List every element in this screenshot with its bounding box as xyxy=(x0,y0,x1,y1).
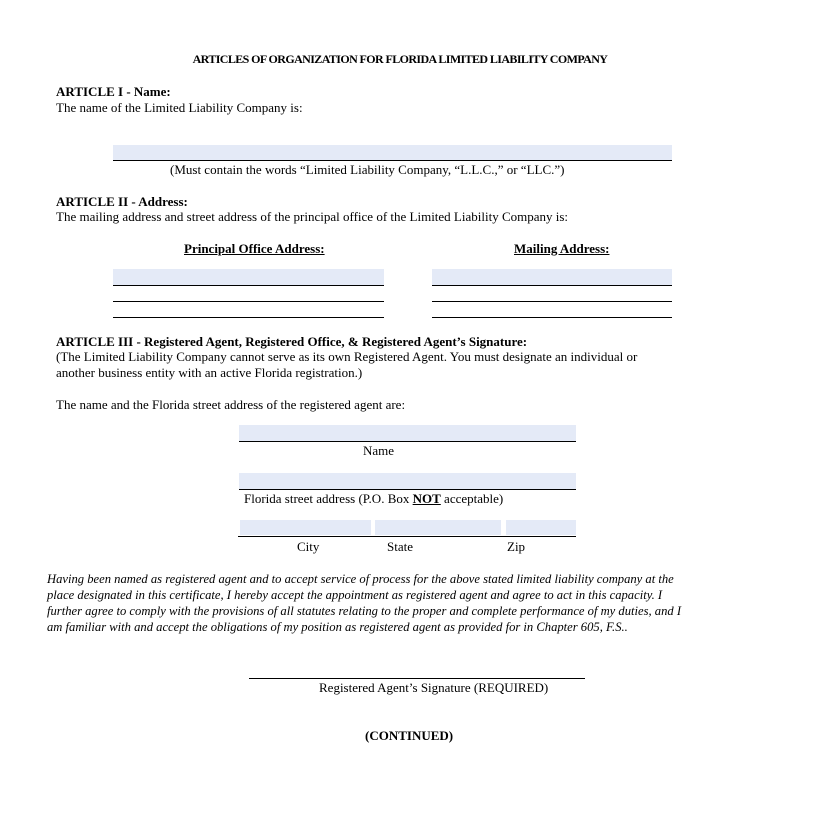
article-3-intro: The name and the Florida street address of the registered agent are: xyxy=(56,397,406,412)
article-1-heading: ARTICLE I - Name: xyxy=(56,84,171,99)
agent-acceptance-statement xyxy=(47,571,727,635)
agent-address-label: Florida street address (P.O. Box NOT acceptable) xyxy=(244,491,504,506)
mailing-address-line-2[interactable] xyxy=(432,301,672,302)
article-3-note-line-1: (The Limited Liability Company cannot serve as its own Registered Agent. You must designate an individual or xyxy=(56,349,638,364)
article-3-note-line-2: another business entity with an active Florida registration.) xyxy=(56,365,363,380)
signature-line[interactable] xyxy=(249,678,585,679)
not-emphasis: NOT xyxy=(412,491,441,506)
city-state-zip-line xyxy=(238,536,576,537)
llc-name-input[interactable] xyxy=(113,145,672,161)
statement-line-2: place designated in this certificate, I hereby accept the appointment as registered agent and agree to act in this capacity. I xyxy=(47,588,663,602)
agent-address-input[interactable] xyxy=(239,473,576,490)
continued-label: (CONTINUED) xyxy=(365,728,454,743)
statement-line-1: Having been named as registered agent and to accept service of process for the above stated limited liability company at the xyxy=(47,572,674,586)
statement-line-3: further agree to comply with the provisions of all statutes relating to the proper and complete performance of my duties, and I xyxy=(47,604,682,618)
article-2-heading: ARTICLE II - Address: xyxy=(56,194,188,209)
document-title: ARTICLES OF ORGANIZATION FOR FLORIDA LIMITED LIABILITY COMPANY xyxy=(192,52,608,66)
city-label: City xyxy=(297,539,320,554)
mailing-address-label: Mailing Address: xyxy=(514,241,610,256)
agent-name-label: Name xyxy=(363,443,395,458)
state-label: State xyxy=(387,539,413,554)
principal-address-line-2[interactable] xyxy=(113,301,384,302)
signature-label: Registered Agent’s Signature (REQUIRED) xyxy=(319,680,549,695)
agent-name-input[interactable] xyxy=(239,425,576,442)
principal-address-line-3[interactable] xyxy=(113,317,384,318)
agent-state-input[interactable] xyxy=(375,520,501,535)
agent-zip-input[interactable] xyxy=(506,520,576,535)
statement-line-4: am familiar with and accept the obligations of my position as registered agent as provided for in Chapter 605, F.S.. xyxy=(47,620,628,634)
principal-office-label: Principal Office Address: xyxy=(184,241,325,256)
article-1-text: The name of the Limited Liability Company is: xyxy=(56,100,303,115)
mailing-address-line-3[interactable] xyxy=(432,317,672,318)
zip-label: Zip xyxy=(507,539,526,554)
article-2-text: The mailing address and street address of the principal office of the Limited Liability Company is: xyxy=(56,209,569,224)
principal-address-line-1[interactable] xyxy=(113,269,384,286)
agent-city-input[interactable] xyxy=(240,520,371,535)
article-3-heading: ARTICLE III - Registered Agent, Registered Office, & Registered Agent’s Signature: xyxy=(56,334,528,349)
llc-name-note: (Must contain the words “Limited Liability Company, “L.L.C.,” or “LLC.”) xyxy=(170,162,565,177)
mailing-address-line-1[interactable] xyxy=(432,269,672,286)
